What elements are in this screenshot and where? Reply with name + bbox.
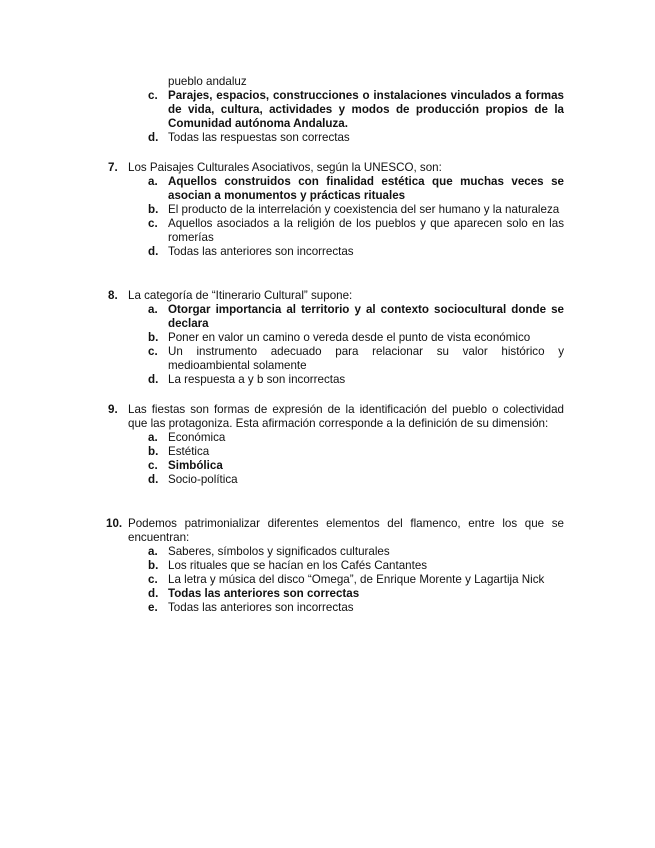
option-c: c. La letra y música del disco “Omega”, de Enrique Morente y Lagartija Nick xyxy=(148,573,545,586)
question-stem: Las fiestas son formas de expresión de la identificación del pueblo o colectividad que las protagoniza. Esta afirmación corresponde a la definición de su dimensión: xyxy=(128,403,564,430)
options-list xyxy=(148,431,564,487)
option-b: b. Poner en valor un camino o vereda desde el punto de vista económico xyxy=(148,331,531,344)
option-e: e. Todas las anteriores son incorrectas xyxy=(148,601,354,614)
option-b: b. Los rituales que se hacían en los Cafés Cantantes xyxy=(148,559,428,572)
option-b: b. El producto de la interrelación y coexistencia del ser humano y la naturaleza xyxy=(148,203,560,216)
option-a: a. Saberes, símbolos y significados culturales xyxy=(148,545,390,558)
question-9 xyxy=(108,403,564,487)
option-a: a. Económica xyxy=(148,431,226,444)
option-c: c. Un instrumento adecuado para relacionar su valor histórico y medioambiental solamente xyxy=(148,345,564,372)
continuation-block xyxy=(148,75,564,145)
question-7 xyxy=(108,161,564,259)
continuation-option-d: d. Todas las respuestas son correctas xyxy=(148,131,350,144)
options-list xyxy=(148,545,564,615)
option-b: b. Estética xyxy=(148,445,210,458)
option-c: c. Aquellos asociados a la religión de los pueblos y que aparecen solo en las romerías xyxy=(148,217,564,244)
option-d: d. La respuesta a y b son incorrectas xyxy=(148,373,346,386)
option-d: d. Todas las anteriores son correctas xyxy=(148,587,360,600)
question-stem: Los Paisajes Culturales Asociativos, según la UNESCO, son: xyxy=(128,161,442,174)
question-stem: La categoría de “Itinerario Cultural” supone: xyxy=(128,289,353,302)
question-number: 8. xyxy=(108,289,118,302)
continuation-tail: pueblo andaluz xyxy=(168,75,247,88)
question-number: 10. xyxy=(106,517,123,530)
option-d: d. Socio-política xyxy=(148,473,238,486)
question-stem: Podemos patrimonializar diferentes elementos del flamenco, entre los que se encuentran: xyxy=(128,517,564,544)
question-number: 9. xyxy=(108,403,118,416)
options-list xyxy=(148,303,564,387)
option-d: d. Todas las anteriores son incorrectas xyxy=(148,245,354,258)
option-a: a. Aquellos construidos con finalidad estética que muchas veces se asocian a monumentos y prácticas rituales xyxy=(148,175,564,202)
question-8 xyxy=(108,289,564,387)
option-c: c. Simbólica xyxy=(148,459,223,472)
question-10 xyxy=(106,517,564,615)
options-list xyxy=(148,175,564,259)
continuation-option-c: c. Parajes, espacios, construcciones o instalaciones vinculados a formas de vida, cultura, actividades y modos de producción propios de la Comunidad autónoma Andaluza. xyxy=(148,89,564,130)
option-a: a. Otorgar importancia al territorio y al contexto sociocultural donde se declara xyxy=(148,303,564,330)
question-number: 7. xyxy=(108,161,118,174)
